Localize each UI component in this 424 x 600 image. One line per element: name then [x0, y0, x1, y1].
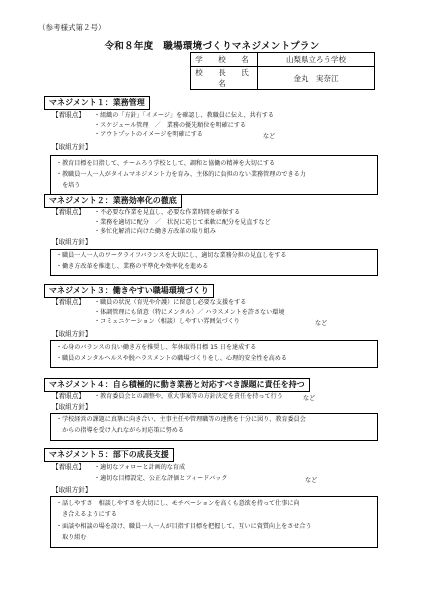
section-2-viewpoint-3: ・多忙化解消に向けた働き方改革の取り組み	[94, 228, 216, 235]
section-1-policy-label: 【取組方針】	[52, 143, 92, 151]
section-3-policy-1: ・心身のバランスの良い働き方を推奨し、年休取得目標 15 日を達成する	[56, 344, 257, 351]
form-number: （参考様式第２号）	[38, 23, 106, 32]
section-2-policy-label: 【取組方針】	[52, 238, 92, 246]
section-1-viewpoint-label: 【着眼点】	[52, 111, 85, 119]
section-3-viewpoint-label: 【着眼点】	[52, 298, 85, 306]
section-2-heading: マネジメント２：業務効率化の徹底	[44, 194, 182, 208]
section-3-heading: マネジメント３：働きやすい職場環境づくり	[44, 284, 214, 298]
principal-name-value: 金丸 実奈江	[258, 67, 375, 90]
section-1-viewpoint-1: ・組織の「方針」「イメージ」を確認し、教職員に伝え、共有する	[94, 112, 274, 119]
section-5-viewpoint-2: ・適切な目標設定、公正な評価とフィードバック	[94, 475, 228, 482]
section-3-policy-label: 【取組方針】	[52, 330, 92, 338]
school-name-label: 学 校 名	[191, 53, 258, 67]
section-1-viewpoint-2: ・スケジュール管理 ／ 業務の優先順位を明確にする	[94, 121, 246, 129]
section-5-heading: マネジメント５：部下の成長支援	[44, 448, 174, 462]
section-4-viewpoint-label: 【着眼点】	[52, 392, 85, 400]
section-2-viewpoint-2: ・業務を適切に配分 ／ 状況に応じて柔軟に配分を見直すなど	[94, 218, 271, 226]
section-1-policy-1: ・教育目標を目指して、チームろう学校として、調和と協働の精神を大切にする	[56, 160, 276, 167]
section-2-viewpoint-1: ・不必要な作業を見直し、必要な作業時間を確保する	[94, 209, 241, 216]
section-1-heading: マネジメント１：業務管理	[44, 96, 150, 110]
section-5-note: など	[305, 477, 318, 484]
section-2-policy-2: ・働き方改革を推進し、業務の平準化や効率化を進める	[56, 263, 209, 270]
section-3-viewpoint-1: ・職員の状況（育児や介護）に留意し必要な支援をする	[94, 299, 247, 306]
section-3-note: など	[315, 320, 328, 327]
section-5-viewpoint-1: ・適切なフォローと計画的な育成	[94, 464, 186, 471]
section-1-note: など	[263, 133, 276, 140]
section-4-viewpoint-1: ・教育委員会との調整や、重大事案等の方針決定を責任を持って行う	[94, 393, 283, 400]
section-4-policy-1: ・学校経営の課題に真摯に向き合い、主事主任や管理職等の連携を十分に図り、教育委員会	[56, 416, 306, 423]
section-4-policy-2: からの指導を受け入れながら対応策に努める	[56, 427, 184, 434]
section-1-viewpoint-3: ・アウトプットのイメージを明確にする	[94, 131, 203, 138]
school-name-value: 山梨県立ろう学校	[258, 53, 375, 67]
section-4-note: など	[303, 395, 316, 402]
section-3-policy-2: ・職員のメンタルヘルスや脱ハラスメントの職場づくりをし、心理的安全性を高める	[56, 355, 287, 362]
section-3-viewpoint-2: ・体調管理にも留意（特にメンタル）／ ハラスメントを許さない環境	[94, 308, 285, 316]
section-1-policy-3: を培う	[56, 182, 81, 189]
section-4-policy-label: 【取組方針】	[52, 403, 92, 411]
principal-name-label: 校 長 氏 名	[191, 67, 258, 90]
section-5-policy-1: ・話しやすさ 相談しやすさを大切にし、モチベーションを高くも意欲を持って仕事に向	[56, 500, 300, 507]
section-3-viewpoint-3: ・コミュニケーション（相談）しやすい雰囲気づくり	[94, 318, 240, 325]
section-5-viewpoint-label: 【着眼点】	[52, 463, 85, 471]
section-2-viewpoint-label: 【着眼点】	[52, 208, 85, 216]
section-5-policy-2: き合えるようにする	[56, 511, 117, 518]
section-5-policy-4: 取り組む	[56, 534, 87, 541]
school-info-table	[190, 52, 375, 90]
section-2-policy-1: ・職員一人一人のワークライフバランスを大切にし、適切な業務分担の見直しをする	[56, 252, 287, 259]
section-5-policy-3: ・面談や相談の場を設け、職員一人一人が目指す目標を把握して、互いに資質向上をさせ合う	[56, 523, 312, 530]
section-1-policy-2: ・教職員一人一人がタイムマネジメント力を育み、主体的に負担のない業務管理のできる力	[56, 171, 306, 178]
section-4-heading: マネジメント４：自ら積極的に動き業務と対応すべき課題に責任を持つ	[44, 378, 310, 392]
page-title: 令和８年度 職場環境づくりマネジメントプラン	[104, 41, 320, 52]
section-5-policy-label: 【取組方針】	[52, 486, 92, 494]
